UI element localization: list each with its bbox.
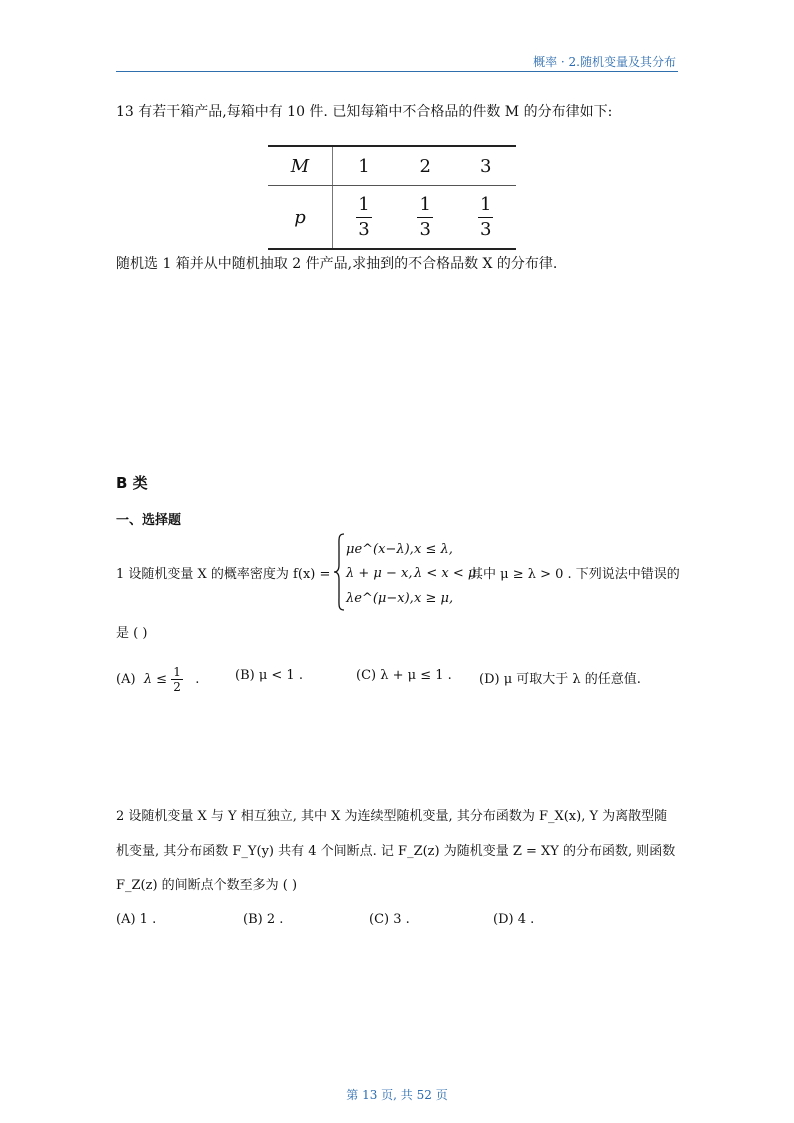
header-divider bbox=[116, 71, 678, 72]
q2-line3: F_Z(z) 的间断点个数至多为 ( ) bbox=[116, 878, 298, 893]
table-cell: 1 bbox=[333, 146, 395, 186]
q1-option-c: (C) λ + μ ≤ 1 . bbox=[356, 668, 452, 683]
q1-option-b: (B) μ < 1 . bbox=[235, 668, 303, 683]
q1-prefix: 1 设随机变量 X 的概率密度为 f(x) = bbox=[116, 567, 331, 582]
table-cell bbox=[333, 186, 395, 250]
fraction: $\frac{1}{3}$ bbox=[419, 193, 431, 240]
fraction: $\frac{1}{3}$ bbox=[480, 193, 492, 240]
table-row bbox=[268, 146, 516, 186]
table-cell: 3 bbox=[455, 146, 516, 186]
table-cell bbox=[395, 186, 456, 250]
q1-line2: 是 ( ) bbox=[116, 626, 148, 641]
header-title: 概率 · 2.随机变量及其分布 bbox=[533, 55, 676, 69]
table-row bbox=[268, 186, 516, 250]
q13-after-text: 随机选 1 箱并从中随机抽取 2 件产品,求抽到的不合格品数 X 的分布律. bbox=[116, 256, 558, 272]
left-brace-icon bbox=[333, 533, 345, 611]
q2-option-d: (D) 4 . bbox=[493, 912, 535, 927]
fraction: $\frac{1}{2}$ bbox=[173, 665, 181, 694]
q2-line2: 机变量, 其分布函数 F_Y(y) 共有 4 个间断点. 记 F_Z(z) 为随机变量 Z = XY 的分布函数, 则函数 bbox=[116, 844, 676, 859]
q2-option-c: (C) 3 . bbox=[369, 912, 410, 927]
q1-option-d: (D) μ 可取大于 λ 的任意值. bbox=[479, 672, 641, 687]
distribution-table bbox=[268, 145, 516, 250]
q2-option-a: (A) 1 . bbox=[116, 912, 157, 927]
q1-suffix: 其中 μ ≥ λ > 0 . 下列说法中错误的 bbox=[470, 567, 680, 582]
q2-line1: 2 设随机变量 X 与 Y 相互独立, 其中 X 为连续型随机变量, 其分布函数为 F_X(x), Y 为离散型随 bbox=[116, 809, 668, 824]
q2-option-b: (B) 2 . bbox=[243, 912, 284, 927]
row-label-m: M bbox=[268, 146, 333, 186]
fraction: $\frac{1}{3}$ bbox=[358, 193, 370, 240]
page-number: 第 13 页, 共 52 页 bbox=[346, 1088, 448, 1102]
row-label-p: p bbox=[268, 186, 333, 250]
table-cell: 2 bbox=[395, 146, 456, 186]
table-cell bbox=[455, 186, 516, 250]
section-heading-choice: 一、选择题 bbox=[116, 513, 182, 528]
q13-text: 13 有若干箱产品,每箱中有 10 件. 已知每箱中不合格品的件数 M 的分布律如下: bbox=[116, 104, 613, 120]
q1-option-a: (A) λ ≤ $\frac{1}{2}$ . bbox=[116, 665, 200, 694]
section-heading-b: B 类 bbox=[116, 474, 148, 492]
